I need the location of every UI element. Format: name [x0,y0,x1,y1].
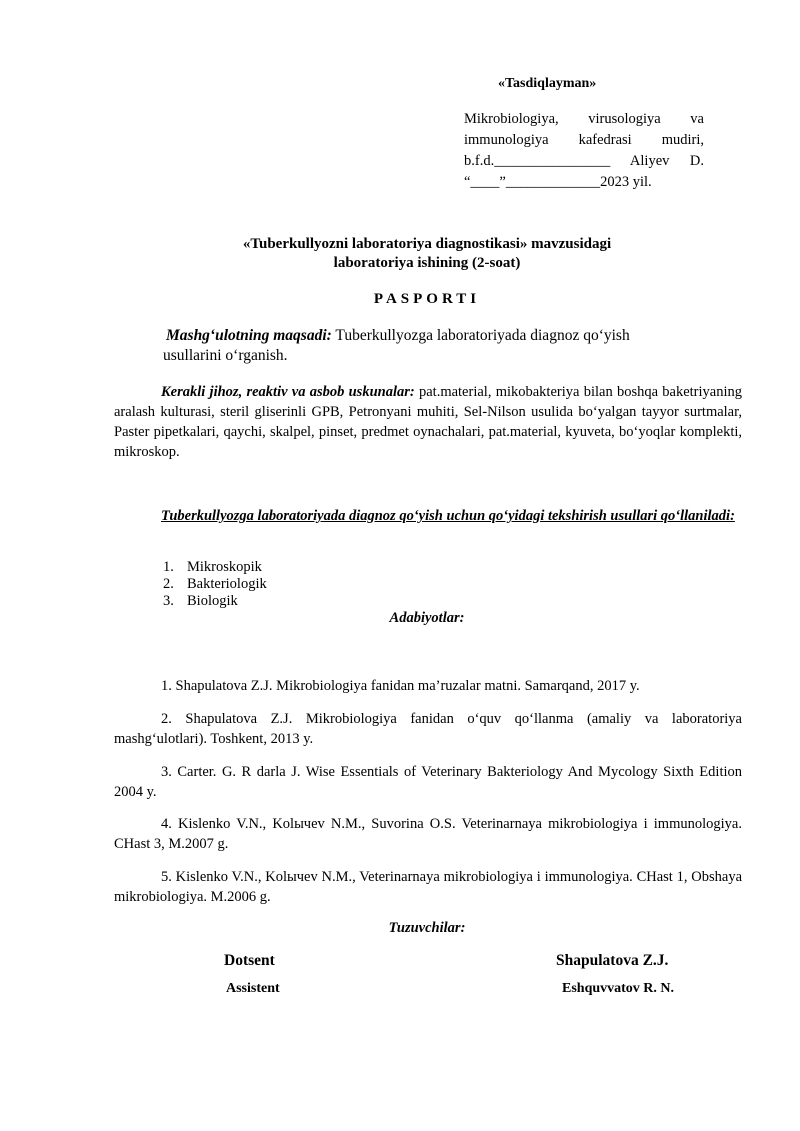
approval-line: b.f.d.________________ Aliyev D. [464,153,704,169]
passport-heading: PASPORTI [373,291,481,307]
author-name: Shapulatova Z.J. [556,952,669,969]
author-role: Dotsent [224,952,275,969]
approval-line: Mikrobiologiya, virusologiya va [464,111,704,127]
title-line-2: laboratoriya ishining (2-soat) [333,255,521,271]
list-text: Biologik [187,593,238,609]
list-item [163,593,267,610]
list-number: 3. [163,593,174,609]
approval-line: immunologiya kafedrasi mudiri, [464,132,704,148]
methods-heading [114,507,742,526]
literature-item [114,709,742,749]
list-number: 2. [163,576,174,592]
authors-heading: Tuzuvchilar: [388,920,466,936]
literature-heading: Adabiyotlar: [389,610,465,626]
literature-text: 3. Carter. G. R darla J. Wise Essentials of Veterinary Bakteriology And Mycology Sixth Edition 2004 y. [114,764,742,800]
goal-label: Mashg‘ulotning maqsadi: [166,327,332,344]
equipment-paragraph [114,382,742,462]
literature-text: 1. Shapulatova Z.J. Mikrobiologiya fanidan ma’ruzalar matni. Samarqand, 2017 y. [161,678,640,694]
approval-title: «Tasdiqlayman» [498,76,597,91]
approval-block [464,110,704,194]
goal-paragraph [163,326,683,366]
document-title [100,235,754,273]
literature-item [114,814,742,854]
literature-item [114,676,742,696]
list-number: 1. [163,559,174,575]
approval-line: “____”_____________2023 yil. [464,174,652,190]
author-name: Eshquvvatov R. N. [562,981,675,996]
list-item [163,559,267,576]
title-line-1: «Tuberkullyozni laboratoriya diagnostikasi» mavzusidagi [242,236,612,252]
literature-text: 5. Kislenko V.N., Kolычev N.M., Veterinarnaya mikrobiologiya i immunologiya. CHast 1, Obshaya mikrobiologiya. M.2006 g. [114,869,742,905]
methods-list [163,559,267,610]
goal-text-1: Tuberkullyozga laboratoriyada diagnoz qo‘yish [331,327,630,344]
literature-text: 2. Shapulatova Z.J. Mikrobiologiya fanidan o‘quv qo‘llanma (amaliy va laboratoriya mashg‘ulotlari). Toshkent, 2013 y. [114,711,742,747]
equipment-text: pat.material, mikobakteriya bilan boshqa baketriyaning aralash kulturasi, steril gliserinli GPB, Petronyani muhiti, Sel-Nilson usulida bo‘yalgan tayyor surtmalar, Paster pipetkalari, qaychi, skalpel, pinset, predmet oynachalari, pat.material, kyuveta, bo‘yoqlar komplekti, mikroskop. [114,384,743,460]
list-item [163,576,267,593]
literature-item [114,867,742,907]
literature-item [114,762,742,802]
literature-text: 4. Kislenko V.N., Kolычev N.M., Suvorina O.S. Veterinarnaya mikrobiologiya i immunologiya. CHast 3, M.2007 g. [114,816,742,852]
methods-heading-text: Tuberkullyozga laboratoriyada diagnoz qo‘yish uchun qo‘yidagi tekshirish usullari qo‘llaniladi: [161,508,735,524]
goal-text-2: usullarini o‘rganish. [163,347,288,364]
author-role: Assistent [226,981,280,996]
list-text: Bakteriologik [187,576,267,592]
equipment-label: Kerakli jihoz, reaktiv va asbob uskunalar: [161,384,415,400]
list-text: Mikroskopik [187,559,262,575]
